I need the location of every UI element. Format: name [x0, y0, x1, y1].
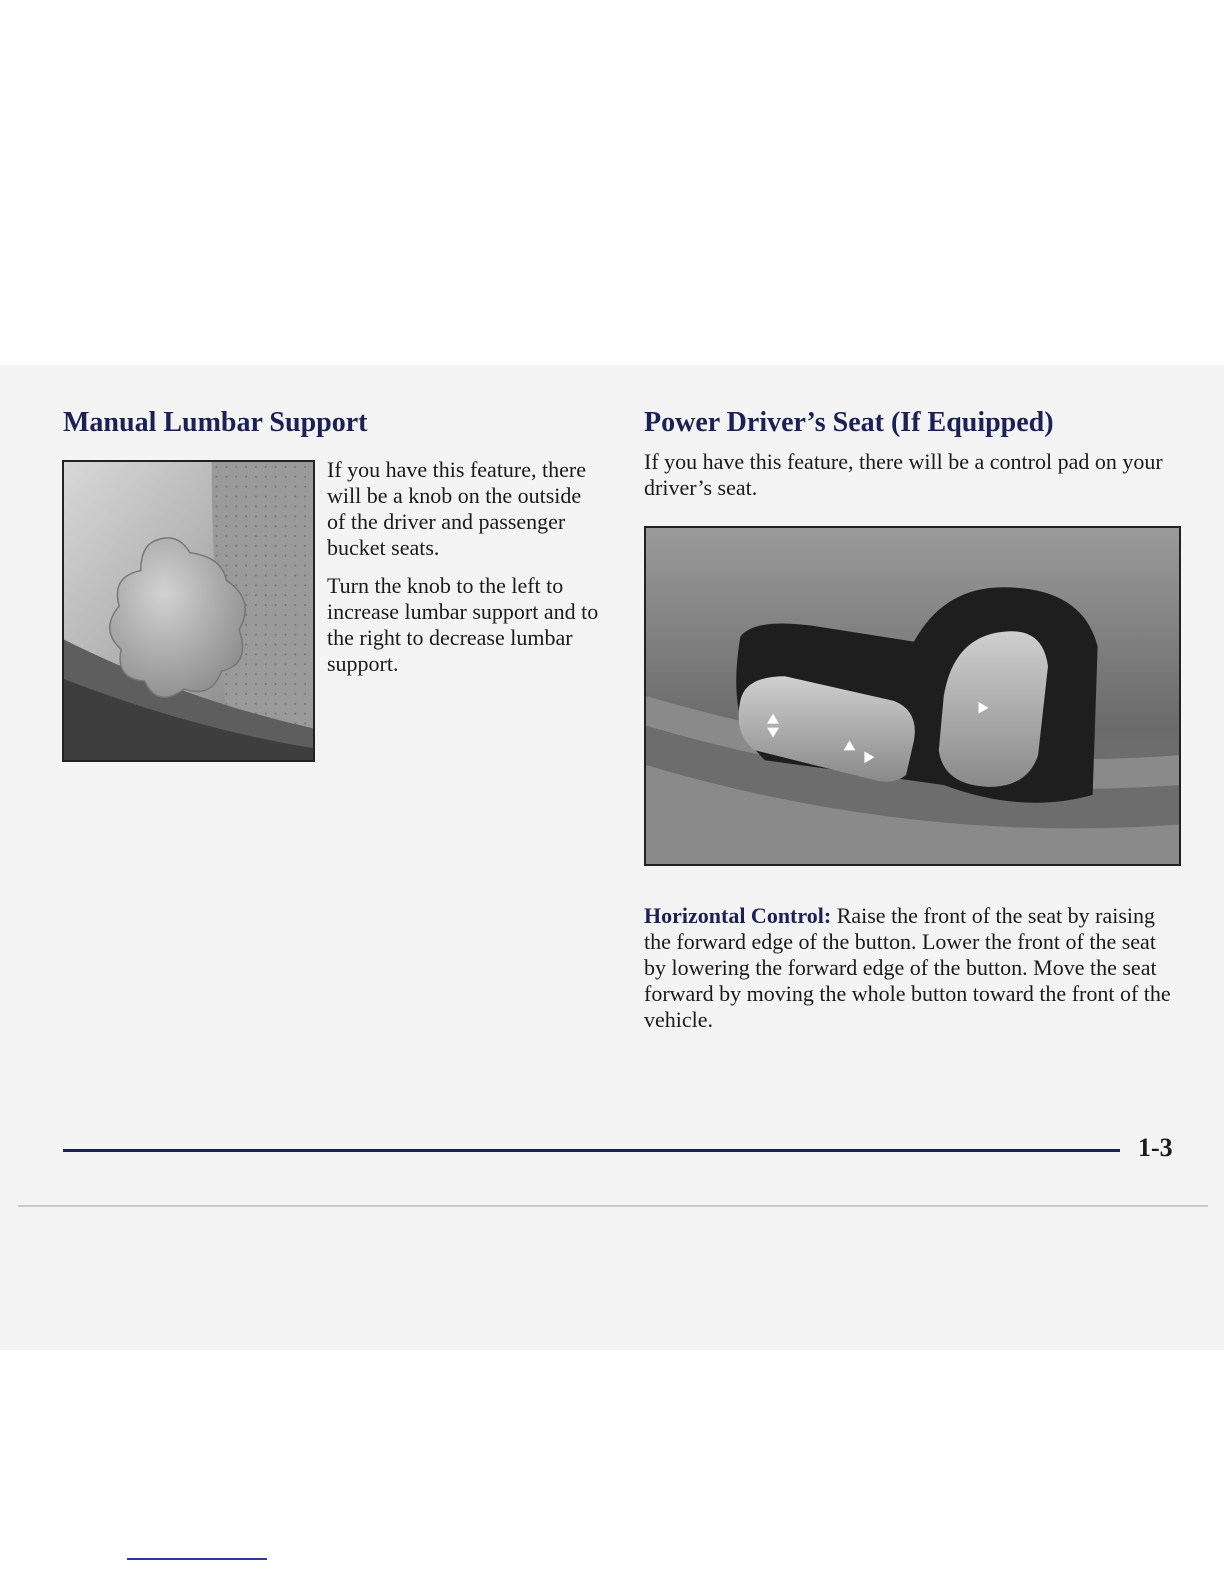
horizontal-control-label: Horizontal Control: — [644, 903, 832, 928]
footer-rule — [63, 1149, 1120, 1152]
power-seat-intro: If you have this feature, there will be a control pad on your driver’s seat. — [644, 449, 1163, 500]
lumbar-support-heading: Manual Lumbar Support — [63, 407, 368, 438]
seat-control-pad-photo — [644, 526, 1181, 866]
power-seat-heading: Power Driver’s Seat (If Equipped) — [644, 407, 1054, 438]
lumbar-knob-photo — [62, 460, 315, 762]
page-number: 1-3 — [1138, 1133, 1173, 1162]
footer-link-underline — [127, 1558, 267, 1560]
horizontal-control-description: Raise the front of the seat by raising the forward edge of the button. Lower the front of the seat by lowering the forward edge of the button. Move the seat forward by moving the whole button toward the front of the vehicle. — [644, 903, 1171, 1032]
lumbar-paragraph-2: Turn the knob to the left to increase lumbar support and to the right to decrease lumbar support. — [327, 573, 599, 676]
lumbar-paragraph-1: If you have this feature, there will be a knob on the outside of the driver and passenger bucket seats. — [327, 457, 586, 560]
page-bottom-rule — [18, 1205, 1208, 1207]
horizontal-control-text — [644, 903, 1174, 1033]
